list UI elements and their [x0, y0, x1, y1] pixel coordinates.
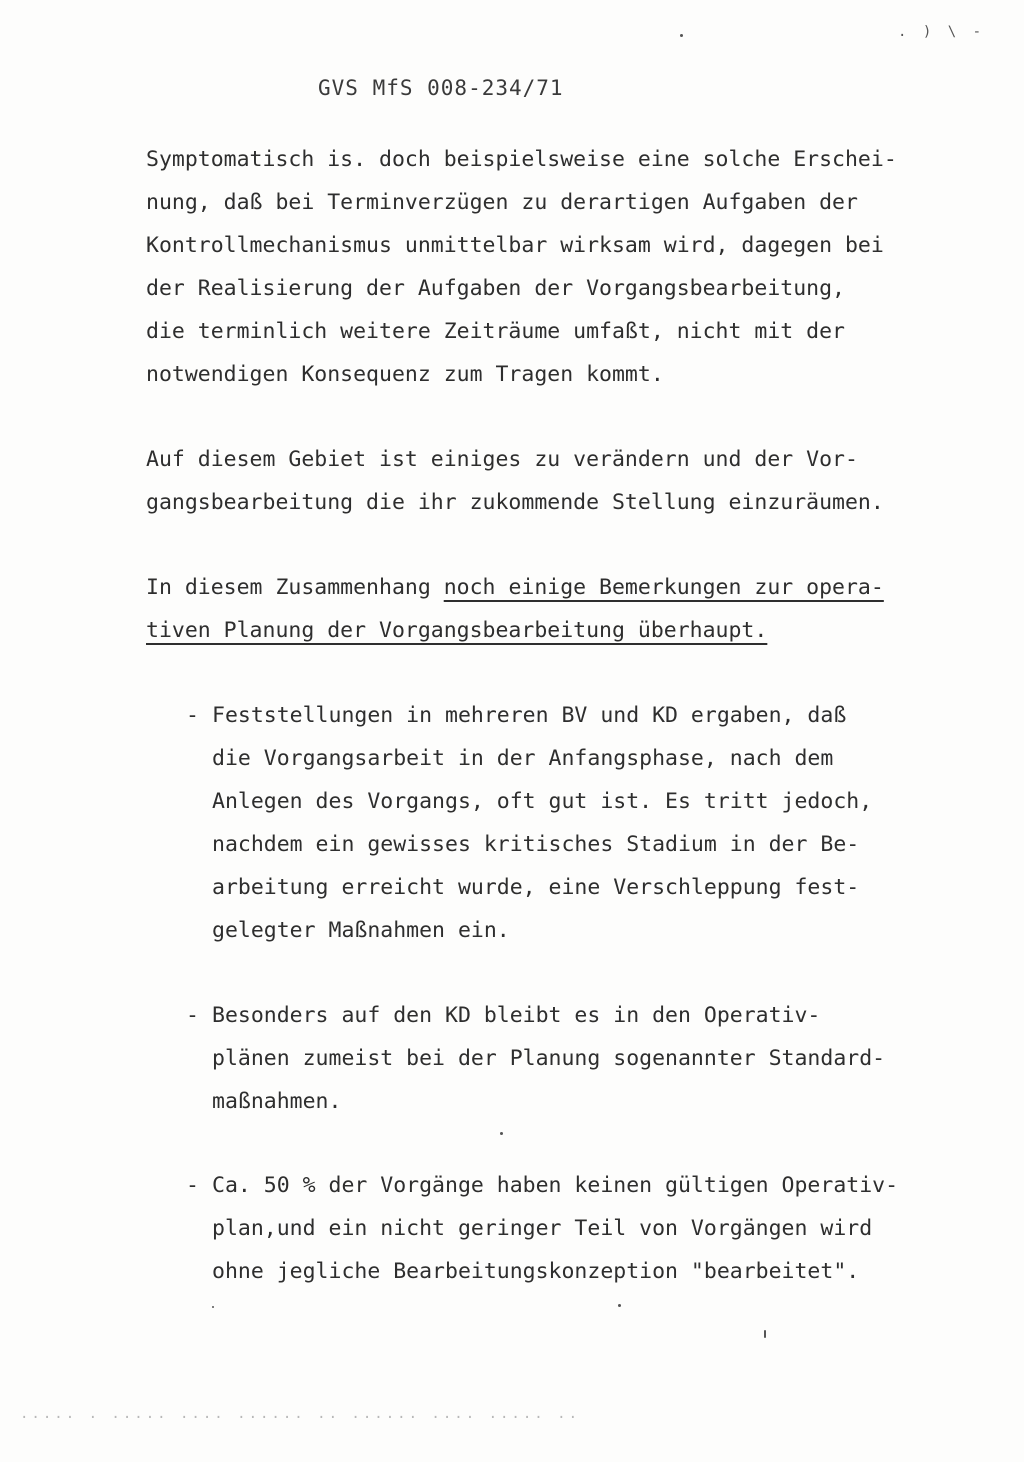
paragraph-line: notwendigen Konsequenz zum Tragen kommt. — [146, 362, 664, 387]
document-reference: GVS MfS 008-234/71 — [318, 76, 564, 100]
paragraph-prefix: In diesem Zusammenhang — [146, 575, 444, 600]
scan-speck — [764, 1330, 766, 1338]
scan-speck — [618, 1304, 621, 1307]
paragraph-line: Kontrollmechanismus unmittelbar wirksam wird, dagegen bei — [146, 233, 884, 258]
paragraph-1 — [146, 138, 926, 396]
bullet-line: plänen zumeist bei der Planung sogenannter Standard- — [212, 1046, 886, 1071]
bullet-text — [212, 694, 912, 952]
scan-speck — [680, 34, 683, 37]
bullet-line: Feststellungen in mehreren BV und KD ergaben, daß — [212, 703, 847, 728]
bullet-dash: - — [186, 1173, 199, 1198]
scan-speck — [500, 1132, 503, 1135]
paragraph-line — [146, 609, 926, 652]
footer-scan-noise: ..... . ..... .... ...... .. ...... .... ..... .. — [20, 1406, 581, 1422]
paragraph-line: Symptomatisch is. doch beispielsweise eine solche Erschei- — [146, 147, 897, 172]
bullet-line: arbeitung erreicht wurde, eine Verschleppung fest- — [212, 875, 860, 900]
bullet-dash: - — [186, 1003, 199, 1028]
scan-speck — [212, 1306, 214, 1308]
underlined-text: noch einige Bemerkungen zur opera- — [443, 575, 884, 600]
bullet-text — [212, 994, 912, 1123]
bullet-line: Anlegen des Vorgangs, oft gut ist. Es tritt jedoch, — [212, 789, 873, 814]
bullet-line: plan,und ein nicht geringer Teil von Vorgängen wird — [212, 1216, 873, 1241]
bullet-line: Besonders auf den KD bleibt es in den Operativ- — [212, 1003, 821, 1028]
paragraph-line — [146, 566, 926, 609]
paragraph-line: der Realisierung der Aufgaben der Vorgangsbearbeitung, — [146, 276, 845, 301]
bullet-line: gelegter Maßnahmen ein. — [212, 918, 510, 943]
bullet-dash: - — [186, 703, 199, 728]
paragraph-line: gangsbearbeitung die ihr zukommende Stellung einzuräumen. — [146, 490, 884, 515]
paragraph-line: nung, daß bei Terminverzügen zu derartigen Aufgaben der — [146, 190, 858, 215]
bullet-line: Ca. 50 % der Vorgänge haben keinen gültigen Operativ- — [212, 1173, 899, 1198]
bullet-line: die Vorgangsarbeit in der Anfangsphase, nach dem — [212, 746, 834, 771]
underlined-text: tiven Planung der Vorgangsbearbeitung überhaupt. — [146, 618, 768, 643]
bullet-text — [212, 1164, 912, 1293]
bullet-line: ohne jegliche Bearbeitungskonzeption "bearbeitet". — [212, 1259, 860, 1284]
paragraph-2 — [146, 438, 926, 524]
paragraph-3 — [146, 566, 926, 652]
bullet-line: nachdem ein gewisses kritisches Stadium in der Be- — [212, 832, 860, 857]
paragraph-line: die terminlich weitere Zeiträume umfaßt, nicht mit der — [146, 319, 845, 344]
paragraph-line: Auf diesem Gebiet ist einiges zu verändern und der Vor- — [146, 447, 858, 472]
bullet-line: maßnahmen. — [212, 1089, 342, 1114]
corner-mark: . ) \ - — [898, 24, 986, 40]
